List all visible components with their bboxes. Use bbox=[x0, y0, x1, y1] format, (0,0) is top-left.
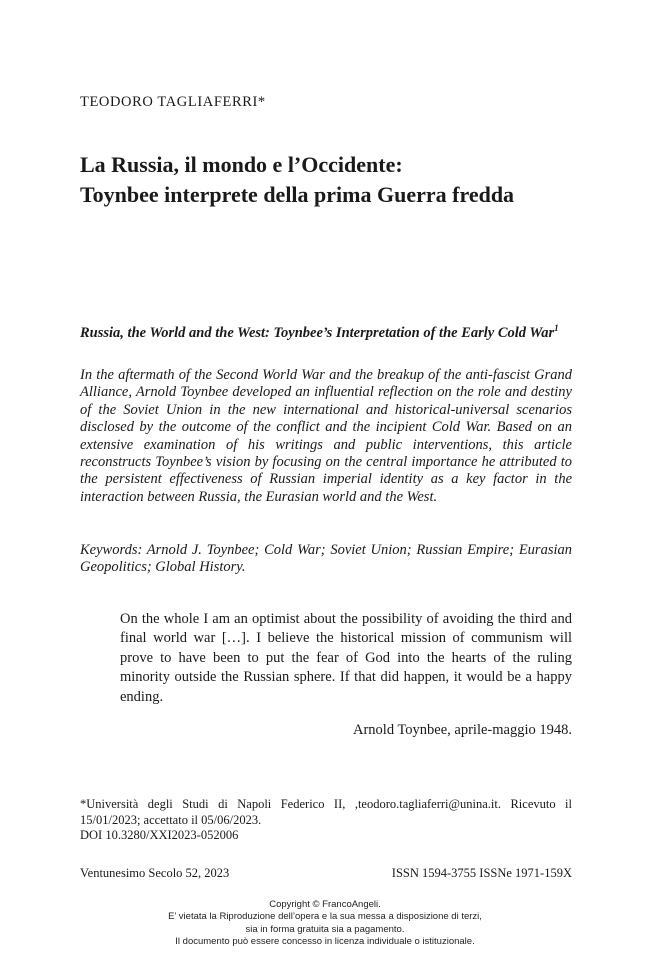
title-line: Toynbee interprete della prima Guerra fredda bbox=[80, 182, 515, 207]
copyright-line: E’ vietata la Riproduzione dell’opera e la sua messa a disposizione di terzi, bbox=[168, 911, 482, 923]
keywords: Keywords: Arnold J. Toynbee; Cold War; Soviet Union; Russian Empire; Eurasian Geopolitics; Global History. bbox=[80, 542, 572, 576]
article-title bbox=[80, 150, 580, 210]
english-title bbox=[80, 322, 572, 345]
footnote-doi: DOI 10.3280/XXI2023-052006 bbox=[80, 828, 239, 842]
copyright-line: Il documento può essere concesso in licenza individuale o istituzionale. bbox=[175, 935, 475, 947]
epigraph-attribution: Arnold Toynbee, aprile-maggio 1948. bbox=[353, 722, 572, 738]
footnote-affiliation: *Università degli Studi di Napoli Federico II, ,teodoro.tagliaferri@unina.it. Ricevuto il 15/01/2023; accettato il 05/06/2023. bbox=[80, 797, 572, 827]
journal-citation: Ventunesimo Secolo 52, 2023 bbox=[80, 866, 230, 880]
footnote-marker: 1 bbox=[554, 323, 559, 334]
issn: ISSN 1594-3755 ISSNe 1971-159X bbox=[391, 866, 572, 880]
author-name: TEODORO TAGLIAFERRI* bbox=[80, 94, 266, 110]
copyright-notice bbox=[0, 899, 650, 948]
copyright-line: sia in forma gratuita sia a pagamento. bbox=[245, 923, 405, 935]
author-footnote bbox=[80, 797, 572, 844]
title-line: La Russia, il mondo e l’Occidente: bbox=[80, 152, 403, 177]
copyright-line: Copyright © FrancoAngeli. bbox=[269, 899, 381, 910]
epigraph-quote: On the whole I am an optimist about the possibility of avoiding the third and final world war […]. I believe the historical mission of communism will prove to have been to put the fear of God into the hearts of the ruling minority outside the Russian sphere. If that did happen, it would be a happy ending. bbox=[120, 611, 572, 705]
english-title-text: Russia, the World and the West: Toynbee’s Interpretation of the Early Cold War bbox=[80, 325, 555, 341]
abstract: In the aftermath of the Second World War and the breakup of the anti-fascist Grand Alliance, Arnold Toynbee developed an influential reflection on the role and destiny of the Soviet Union in the new international and historical-universal scenarios disclosed by the outcome of the conflict and the incipient Cold War. Based on an extensive examination of his writings and public interventions, this article reconstructs Toynbee’s vision by focusing on the central importance he attributed to the persistent effectiveness of Russian imperial identity as a key factor in the interaction between Russia, the Eurasian world and the West. bbox=[80, 367, 572, 505]
